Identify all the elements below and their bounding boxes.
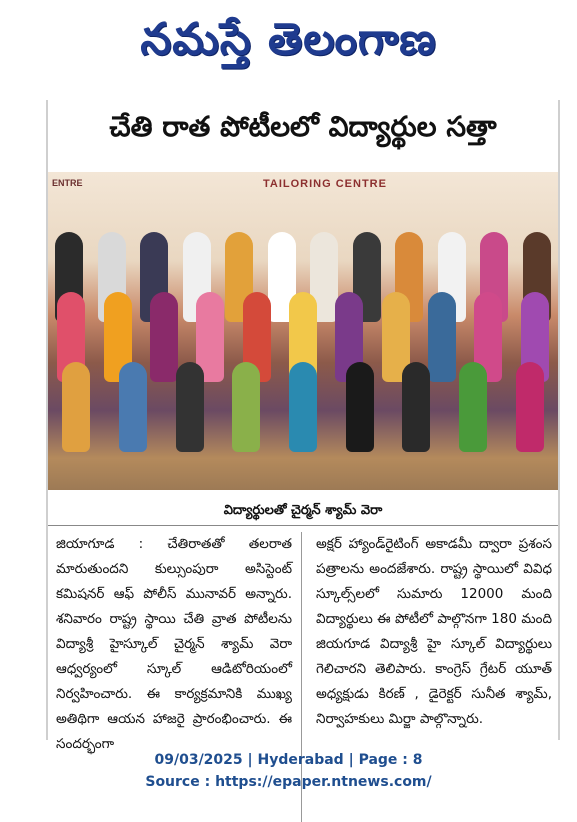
footer-source-line: Source : https://epaper.ntnews.com/ xyxy=(145,774,432,790)
article-column-left: జియాగూడ : చేతిరాతతో తలరాత మారుతుందని కుల్సుంపురా అసిస్టెంట్ కమిషనర్ ఆఫ్ పోలీస్ మునావర్ అన్నారు. శనివారం రాష్ట్ర స్థాయి చేతి వ్రాత పోటీలను విద్యాశ్రీ హైస్కూల్ చైర్మన్ శ్యామ్ వెరా ఆధ్వర్యంలో స్కూల్ ఆడిటోరియంలో నిర్వహించారు. ఈ కార్యక్రమానికి ముఖ్య అతిథిగా ఆయన హాజరై ప్రారంభించారు. ఈ సందర్భంగా xyxy=(56,536,292,752)
article-headline: చేతి రాత పోటీలలో విద్యార్థుల సత్తా xyxy=(109,110,497,143)
article-column-right: అక్షర్ హ్యాండ్‌రైటింగ్ అకాడమీ ద్వారా ప్రశంస పత్రాలను అందజేశారు. రాష్ట్ర స్థాయిలో వివిధ స్కూల్స్‌లలో సుమారు 12000 మంది విద్యార్థులు ఈ పోటీలో పాల్గొనగా 180 మంది జియగూడ విద్యాశ్రీ హై స్కూల్ విద్యార్థులు గెలిచారని తెలిపారు. కాంగ్రెస్ గ్రేటర్ యూత్ అధ్యక్షుడు కిరణ్ , డైరెక్టర్ సునీత శ్యామ్, నిర్వాహకులు మిర్జా పాల్గొన్నారు. xyxy=(316,536,552,727)
photo-people-front-row xyxy=(48,362,558,452)
masthead-title: నమస్తే తెలంగాణ xyxy=(140,14,437,65)
photo-banner-left: ENTRE xyxy=(52,178,83,188)
masthead xyxy=(0,0,577,90)
photo-banner: TAILORING CENTRE xyxy=(263,178,387,190)
news-clipping xyxy=(46,100,560,752)
article-photo xyxy=(48,172,558,490)
footer-date-line: 09/03/2025 | Hyderabad | Page : 8 xyxy=(154,752,423,768)
photo-caption: విద్యార్థులతో చైర్మన్ శ్యామ్ వెరా xyxy=(48,498,558,526)
